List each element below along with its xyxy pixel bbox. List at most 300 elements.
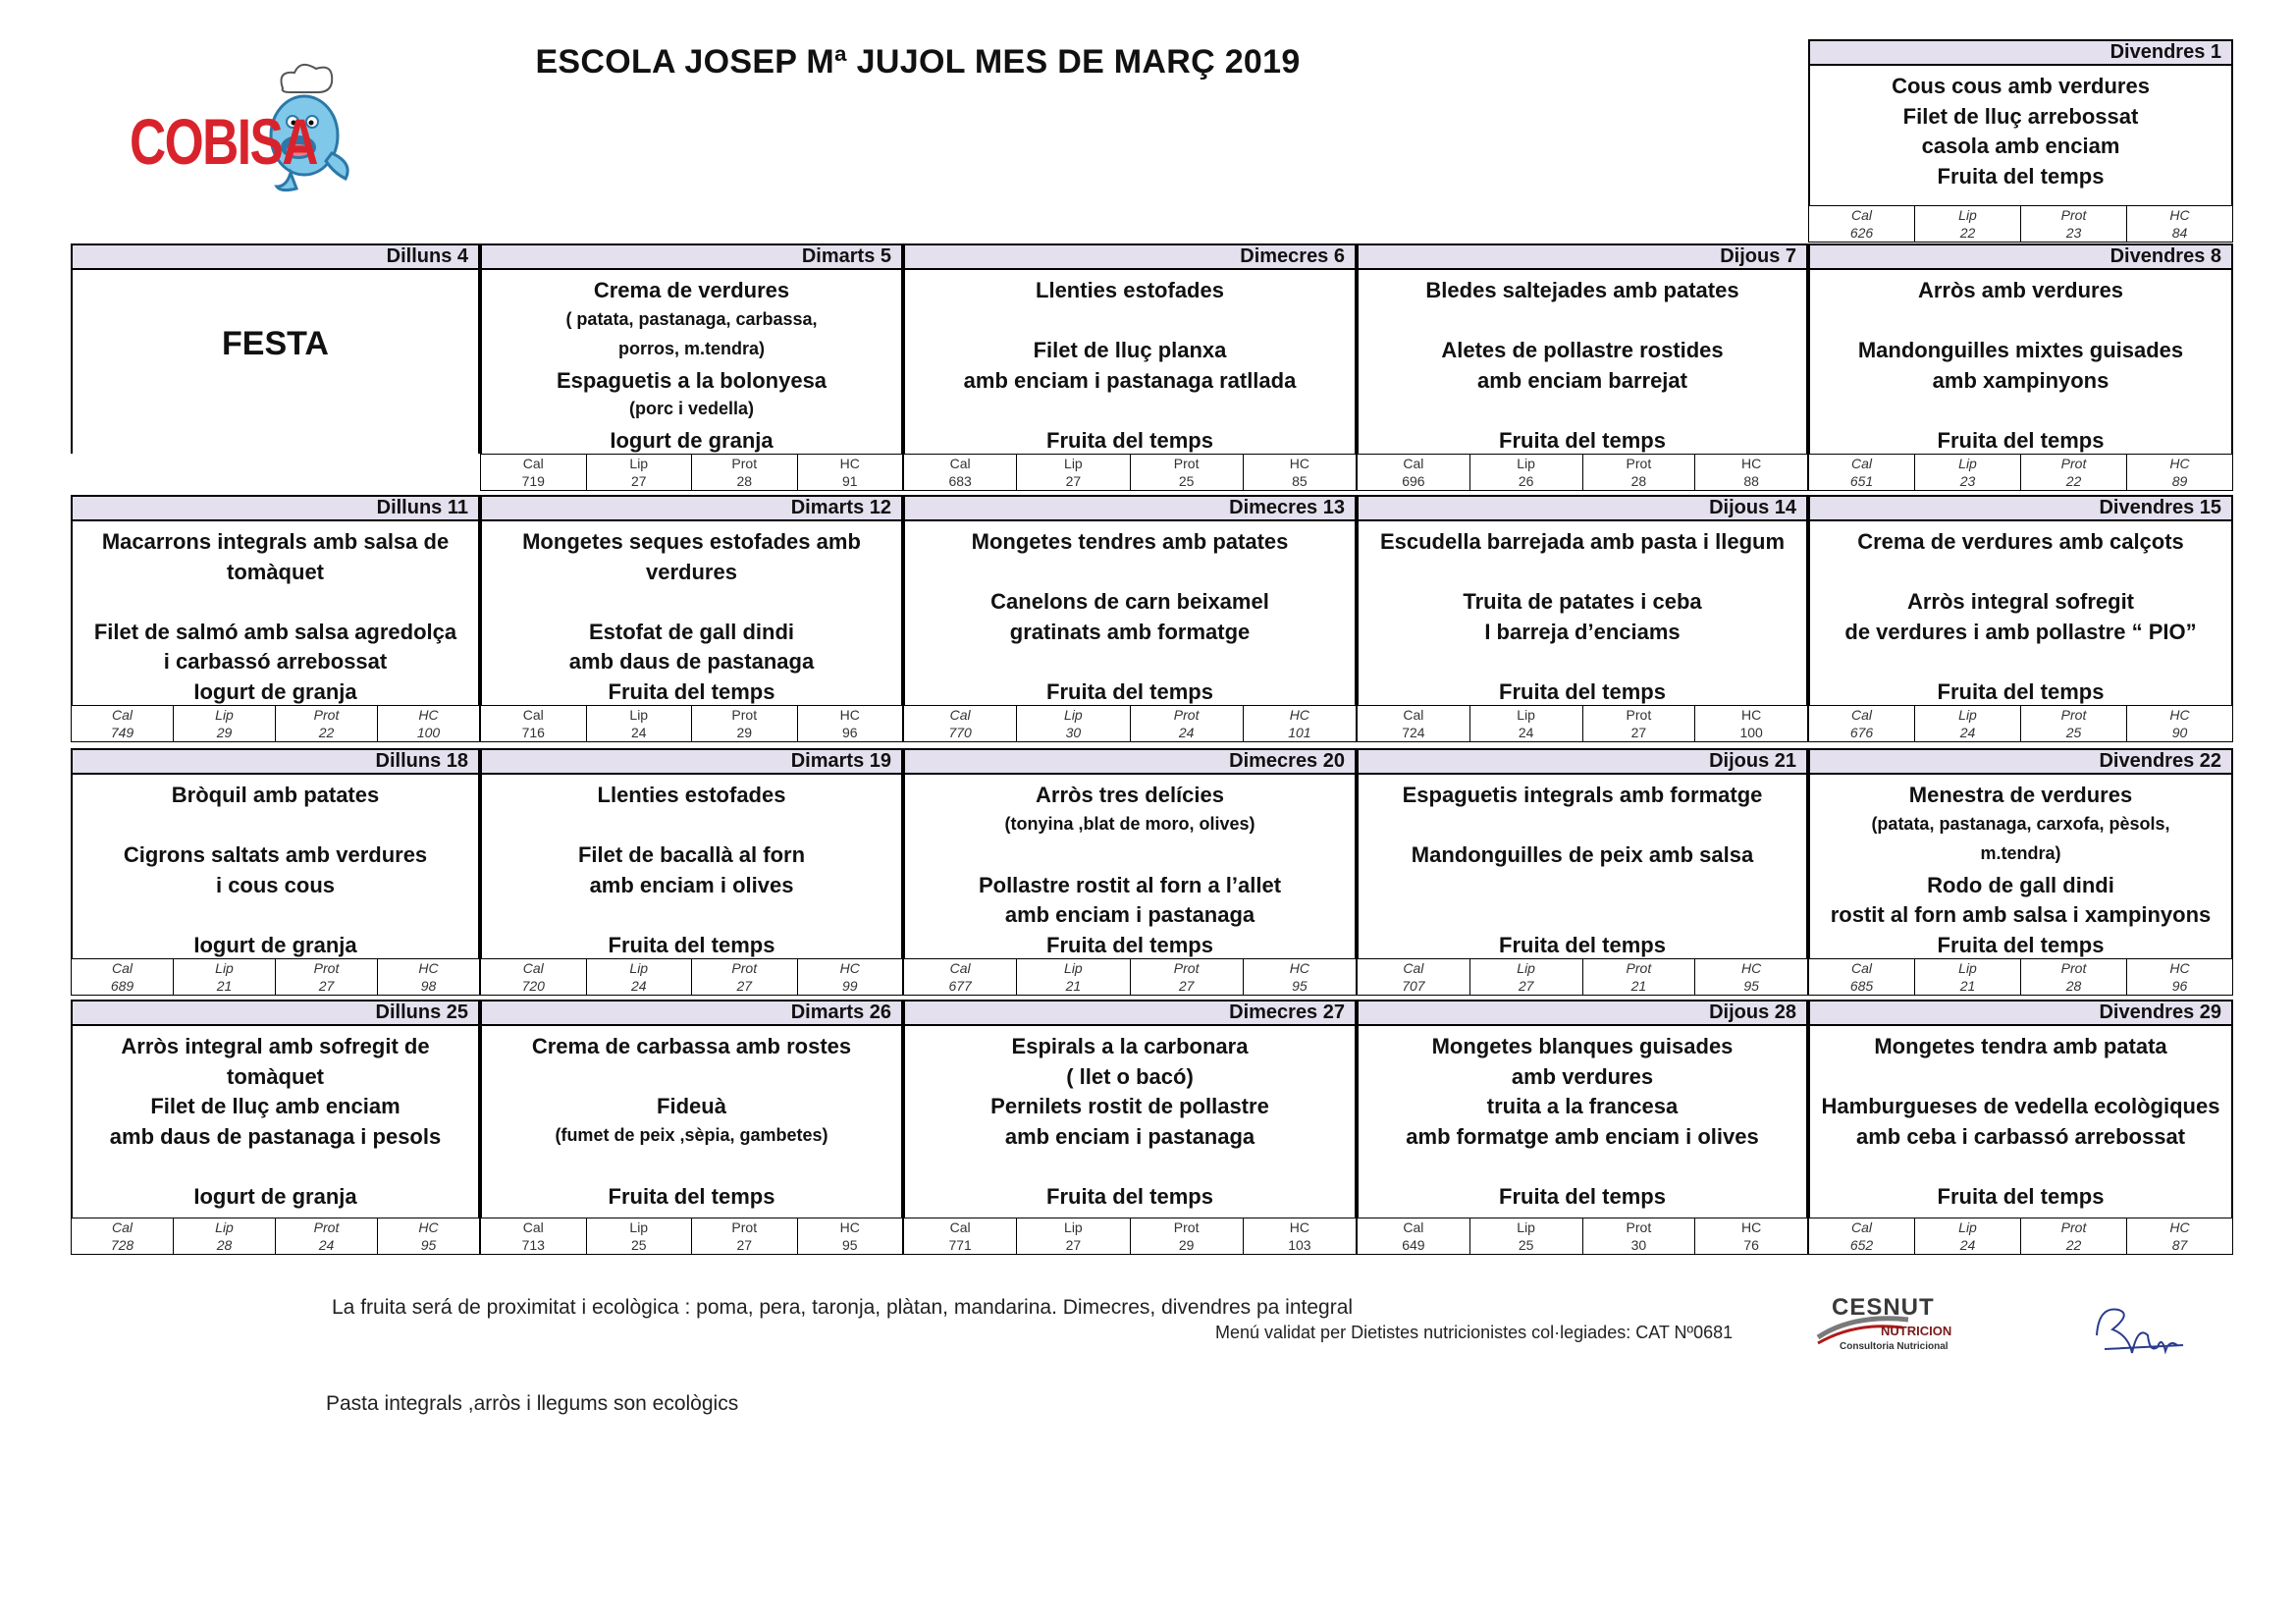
day-menu bbox=[903, 1026, 1357, 1218]
nutrition-table bbox=[71, 705, 480, 742]
nutrition-value: 649 bbox=[1402, 1237, 1425, 1253]
nutrition-value: 91 bbox=[841, 473, 858, 489]
nutrition-prot bbox=[692, 959, 798, 995]
nutrition-value: 98 bbox=[420, 978, 437, 994]
nutrition-label: Prot bbox=[1173, 960, 1200, 976]
day-header: Dimarts 26 bbox=[480, 1000, 903, 1026]
day-header: Dilluns 4 bbox=[71, 244, 480, 270]
nutrition-value: 85 bbox=[1292, 473, 1308, 489]
nutrition-value: 28 bbox=[736, 473, 753, 489]
day-card-dm5 bbox=[480, 244, 903, 491]
day-header: Dijous 28 bbox=[1357, 1000, 1808, 1026]
nutrition-table bbox=[903, 454, 1357, 491]
menu-line bbox=[73, 587, 478, 618]
nutrition-label: Prot bbox=[2060, 960, 2087, 976]
menu-line: ( llet o bacó) bbox=[1066, 1063, 1194, 1089]
nutrition-cal bbox=[481, 959, 587, 995]
nutrition-label: Prot bbox=[731, 960, 758, 976]
nutrition-label: Cal bbox=[949, 456, 971, 471]
menu-line: Arròs tres delícies bbox=[1036, 783, 1224, 807]
nutrition-lip bbox=[174, 1218, 276, 1254]
nutrition-prot bbox=[276, 959, 378, 995]
nutrition-value: 22 bbox=[318, 725, 335, 740]
nutrition-label: HC bbox=[418, 1219, 439, 1235]
day-card-dl11 bbox=[71, 495, 480, 742]
menu-line bbox=[1359, 900, 1806, 931]
nutrition-label: HC bbox=[2169, 1219, 2190, 1235]
nutrition-value: 90 bbox=[2171, 725, 2188, 740]
day-menu bbox=[480, 1026, 903, 1218]
menu-line: amb daus de pastanaga bbox=[568, 649, 815, 674]
day-menu bbox=[71, 775, 480, 958]
nutrition-cal bbox=[1358, 455, 1470, 490]
menu-line: amb xampinyons bbox=[1932, 367, 2109, 393]
nutrition-cal bbox=[904, 455, 1017, 490]
nutrition-value: 27 bbox=[1518, 978, 1534, 994]
nutrition-prot bbox=[1583, 959, 1696, 995]
nutrition-cal bbox=[1358, 706, 1470, 741]
nutrition-label: Lip bbox=[1958, 707, 1977, 723]
menu-line bbox=[1359, 647, 1806, 677]
menu-line: Cous cous amb verdures bbox=[1892, 74, 2150, 98]
nutrition-value: 76 bbox=[1743, 1237, 1759, 1253]
validation-note: Menú validat per Dietistes nutricionistes col·legiades: CAT Nº0681 bbox=[1215, 1323, 1734, 1342]
menu-line: Cigrons saltats amb verdures bbox=[123, 842, 428, 867]
day-card-dx27 bbox=[903, 1000, 1357, 1255]
nutrition-label: Prot bbox=[731, 1219, 758, 1235]
nutrition-table bbox=[903, 705, 1357, 742]
signature-icon bbox=[2089, 1296, 2187, 1365]
menu-line: tomàquet bbox=[227, 559, 324, 584]
nutrition-label: Prot bbox=[2060, 1219, 2087, 1235]
nutrition-value: 101 bbox=[1288, 725, 1311, 740]
nutrition-label: Lip bbox=[215, 707, 234, 723]
nutrition-value: 24 bbox=[630, 978, 647, 994]
nutrition-label: HC bbox=[1289, 707, 1309, 723]
nutrition-lip bbox=[587, 959, 693, 995]
menu-line: Filet de lluç arrebossat bbox=[1902, 103, 2139, 129]
nutrition-cal bbox=[1809, 959, 1915, 995]
nutrition-prot bbox=[1131, 455, 1244, 490]
menu-line: Mongetes blanques guisades bbox=[1431, 1034, 1734, 1058]
nutrition-hc bbox=[798, 455, 903, 490]
menu-line bbox=[905, 558, 1355, 588]
day-card-dj7 bbox=[1357, 244, 1808, 491]
nutrition-value: 95 bbox=[1292, 978, 1308, 994]
menu-line: Fruita del temps bbox=[608, 1183, 775, 1209]
day-card-dx20 bbox=[903, 748, 1357, 996]
day-header: Dimarts 19 bbox=[480, 748, 903, 775]
nutrition-label: Lip bbox=[1517, 1219, 1535, 1235]
nutrition-label: Lip bbox=[215, 960, 234, 976]
menu-line: m.tendra) bbox=[1980, 843, 2061, 863]
nutrition-hc bbox=[2127, 206, 2232, 242]
menu-line: Llenties estofades bbox=[597, 783, 786, 807]
nutrition-hc bbox=[378, 1218, 479, 1254]
nutrition-label: Cal bbox=[1850, 456, 1872, 471]
nutrition-table bbox=[903, 958, 1357, 996]
cobisa-logo bbox=[126, 57, 361, 194]
menu-line: amb formatge amb enciam i olives bbox=[1406, 1123, 1759, 1149]
day-menu bbox=[480, 521, 903, 705]
nutrition-label: Prot bbox=[1626, 456, 1652, 471]
nutrition-value: 707 bbox=[1402, 978, 1425, 994]
nutrition-value: 23 bbox=[1959, 473, 1976, 489]
nutrition-hc bbox=[2127, 706, 2232, 741]
day-card-dm12 bbox=[480, 495, 903, 742]
nutrition-value: 724 bbox=[1402, 725, 1425, 740]
nutrition-label: Cal bbox=[1850, 960, 1872, 976]
nutrition-label: HC bbox=[2169, 707, 2190, 723]
nutrition-value: 29 bbox=[216, 725, 233, 740]
menu-line: Aletes de pollastre rostides bbox=[1441, 338, 1724, 362]
menu-line: Fruita del temps bbox=[608, 932, 775, 957]
nutrition-value: 22 bbox=[2065, 473, 2082, 489]
nutrition-lip bbox=[174, 706, 276, 741]
nutrition-label: Cal bbox=[522, 707, 544, 723]
nutrition-value: 99 bbox=[841, 978, 858, 994]
nutrition-hc bbox=[1244, 455, 1356, 490]
day-header: Dilluns 11 bbox=[71, 495, 480, 521]
menu-line: Fruita del temps bbox=[1499, 932, 1666, 957]
nutrition-cal bbox=[72, 706, 174, 741]
menu-line: Rodo de gall dindi bbox=[1927, 872, 2114, 897]
day-menu bbox=[71, 270, 480, 454]
nutrition-table bbox=[1808, 205, 2233, 243]
nutrition-label: Prot bbox=[1173, 1219, 1200, 1235]
menu-line: Fruita del temps bbox=[1499, 678, 1666, 704]
nutrition-lip bbox=[1915, 206, 2021, 242]
nutrition-lip bbox=[587, 706, 693, 741]
menu-line bbox=[905, 1152, 1355, 1182]
nutrition-label: HC bbox=[1741, 707, 1762, 723]
nutrition-label: Lip bbox=[1517, 960, 1535, 976]
nutrition-label: HC bbox=[1289, 960, 1309, 976]
menu-line: Iogurt de granja bbox=[193, 932, 357, 957]
menu-line bbox=[482, 1152, 901, 1182]
menu-line: Crema de carbassa amb rostes bbox=[531, 1034, 852, 1058]
menu-line: rostit al forn amb salsa i xampinyons bbox=[1830, 902, 2212, 927]
nutrition-value: 677 bbox=[948, 978, 972, 994]
nutrition-value: 24 bbox=[630, 725, 647, 740]
nutrition-cal bbox=[72, 959, 174, 995]
nutrition-prot bbox=[2021, 706, 2127, 741]
menu-line: Escudella barrejada amb pasta i llegum bbox=[1379, 529, 1786, 554]
nutrition-label: Lip bbox=[629, 960, 649, 976]
menu-line bbox=[905, 647, 1355, 677]
nutrition-value: 30 bbox=[1065, 725, 1082, 740]
day-card-div1 bbox=[1808, 39, 2233, 244]
nutrition-lip bbox=[587, 1218, 693, 1254]
nutrition-hc bbox=[1244, 959, 1356, 995]
nutrition-value: 28 bbox=[216, 1237, 233, 1253]
menu-line bbox=[482, 900, 901, 931]
menu-line bbox=[1810, 1062, 2231, 1093]
day-header: Dimecres 27 bbox=[903, 1000, 1357, 1026]
menu-line: amb enciam i pastanaga bbox=[1004, 1123, 1255, 1149]
menu-line bbox=[1359, 1152, 1806, 1182]
nutrition-table bbox=[1357, 958, 1808, 996]
nutrition-value: 21 bbox=[1065, 978, 1082, 994]
menu-line bbox=[73, 900, 478, 931]
nutrition-value: 84 bbox=[2171, 225, 2188, 241]
nutrition-value: 26 bbox=[1518, 473, 1534, 489]
nutrition-lip bbox=[1915, 455, 2021, 490]
nutrition-value: 685 bbox=[1849, 978, 1874, 994]
nutrition-label: Cal bbox=[1850, 1219, 1872, 1235]
nutrition-table bbox=[1808, 958, 2233, 996]
nutrition-hc bbox=[378, 706, 479, 741]
day-menu bbox=[1808, 66, 2233, 205]
menu-line: amb ceba i carbassó arrebossat bbox=[1855, 1123, 2186, 1149]
menu-line bbox=[1810, 647, 2231, 677]
nutrition-cal bbox=[481, 1218, 587, 1254]
nutrition-label: Prot bbox=[313, 960, 340, 976]
nutrition-label: Lip bbox=[1517, 456, 1535, 471]
menu-line: (porc i vedella) bbox=[628, 399, 755, 418]
nutrition-label: Prot bbox=[731, 456, 758, 471]
nutrition-value: 100 bbox=[416, 725, 441, 740]
nutrition-value: 749 bbox=[110, 725, 134, 740]
nutrition-prot bbox=[692, 1218, 798, 1254]
day-menu bbox=[1808, 1026, 2233, 1218]
menu-line: ( patata, pastanaga, carbassa, bbox=[565, 308, 818, 329]
menu-line: Menestra de verdures bbox=[1908, 783, 2133, 807]
day-header: Dimarts 5 bbox=[480, 244, 903, 270]
nutrition-lip bbox=[1017, 706, 1130, 741]
day-header: Dilluns 18 bbox=[71, 748, 480, 775]
nutrition-lip bbox=[1017, 959, 1130, 995]
nutrition-value: 87 bbox=[2171, 1237, 2188, 1253]
nutrition-lip bbox=[1470, 959, 1583, 995]
menu-line: Espirals a la carbonara bbox=[1011, 1034, 1249, 1058]
menu-line: Filet de bacallà al forn bbox=[577, 842, 806, 867]
nutrition-label: HC bbox=[1741, 456, 1762, 471]
nutrition-table bbox=[1357, 705, 1808, 742]
menu-line: gratinats amb formatge bbox=[1009, 619, 1251, 644]
day-card-dx6 bbox=[903, 244, 1357, 491]
nutrition-value: 21 bbox=[1959, 978, 1976, 994]
menu-line: i cous cous bbox=[215, 872, 336, 897]
nutrition-hc bbox=[1695, 1218, 1807, 1254]
nutrition-value: 696 bbox=[1402, 473, 1425, 489]
nutrition-cal bbox=[904, 706, 1017, 741]
nutrition-prot bbox=[1131, 1218, 1244, 1254]
day-header: Dijous 14 bbox=[1357, 495, 1808, 521]
nutrition-value: 27 bbox=[1178, 978, 1195, 994]
nutrition-cal bbox=[72, 1218, 174, 1254]
menu-line: Fruita del temps bbox=[1937, 678, 2105, 704]
nutrition-label: HC bbox=[839, 1219, 860, 1235]
nutrition-hc bbox=[378, 959, 479, 995]
menu-line: amb enciam i olives bbox=[589, 872, 794, 897]
menu-line: Filet de salmó amb salsa agredolça bbox=[93, 619, 457, 644]
nutrition-value: 103 bbox=[1288, 1237, 1311, 1253]
nutrition-prot bbox=[276, 706, 378, 741]
nutrition-lip bbox=[1017, 455, 1130, 490]
nutrition-label: Lip bbox=[1064, 1219, 1083, 1235]
nutrition-label: Cal bbox=[1403, 456, 1424, 471]
nutrition-hc bbox=[1695, 455, 1807, 490]
menu-line: Espaguetis a la bolonyesa bbox=[556, 367, 828, 393]
eco-note: Pasta integrals ,arròs i llegums son ecològics bbox=[326, 1392, 739, 1415]
nutrition-label: HC bbox=[839, 960, 860, 976]
nutrition-value: 28 bbox=[1630, 473, 1647, 489]
menu-line: amb enciam i pastanaga ratllada bbox=[963, 367, 1297, 393]
menu-line: Mandonguilles de peix amb salsa bbox=[1411, 842, 1754, 867]
menu-line: de verdures i amb pollastre “ PIO” bbox=[1844, 619, 2197, 644]
menu-line: Arròs amb verdures bbox=[1917, 278, 2124, 302]
nutrition-table bbox=[1808, 1218, 2233, 1255]
nutrition-value: 24 bbox=[1959, 725, 1976, 740]
nutrition-value: 770 bbox=[948, 725, 972, 740]
menu-line: Macarrons integrals amb salsa de bbox=[101, 529, 450, 554]
day-header: Dijous 7 bbox=[1357, 244, 1808, 270]
day-header: Dimecres 6 bbox=[903, 244, 1357, 270]
nutrition-value: 651 bbox=[1849, 473, 1874, 489]
nutrition-table bbox=[1357, 1218, 1808, 1255]
nutrition-value: 652 bbox=[1849, 1237, 1874, 1253]
day-menu bbox=[480, 270, 903, 454]
nutrition-value: 719 bbox=[521, 473, 545, 489]
nutrition-value: 21 bbox=[1630, 978, 1647, 994]
day-menu bbox=[903, 775, 1357, 958]
menu-line: Crema de verdures bbox=[593, 278, 790, 302]
menu-line: Truita de patates i ceba bbox=[1463, 589, 1702, 614]
menu-line: porros, m.tendra) bbox=[617, 339, 766, 358]
menu-line: amb enciam barrejat bbox=[1477, 367, 1687, 393]
nutrition-value: 27 bbox=[1065, 1237, 1082, 1253]
nutrition-label: Lip bbox=[1064, 456, 1083, 471]
menu-line: Fruita del temps bbox=[1937, 1183, 2105, 1209]
nutrition-value: 27 bbox=[1630, 725, 1647, 740]
menu-line: Fruita del temps bbox=[1937, 932, 2105, 957]
day-menu bbox=[1357, 775, 1808, 958]
nutrition-label: Cal bbox=[949, 1219, 971, 1235]
nutrition-label: Prot bbox=[313, 1219, 340, 1235]
menu-line: Espaguetis integrals amb formatge bbox=[1402, 783, 1763, 807]
nutrition-lip bbox=[1915, 959, 2021, 995]
day-header: Divendres 29 bbox=[1808, 1000, 2233, 1026]
day-menu bbox=[1357, 1026, 1808, 1218]
menu-line bbox=[1810, 1152, 2231, 1182]
menu-line: Fideuà bbox=[657, 1094, 726, 1118]
nutrition-value: 28 bbox=[2065, 978, 2082, 994]
menu-line bbox=[905, 840, 1355, 871]
nutrition-label: Cal bbox=[522, 1219, 544, 1235]
day-menu bbox=[480, 775, 903, 958]
nutrition-label: Prot bbox=[313, 707, 340, 723]
nutrition-value: 728 bbox=[110, 1237, 134, 1253]
nutrition-prot bbox=[2021, 455, 2127, 490]
nutrition-label: Prot bbox=[2060, 707, 2087, 723]
nutrition-cal bbox=[1809, 206, 1915, 242]
menu-line bbox=[1810, 396, 2231, 426]
nutrition-prot bbox=[276, 1218, 378, 1254]
nutrition-label: Cal bbox=[1403, 1219, 1424, 1235]
nutrition-label: Cal bbox=[949, 960, 971, 976]
menu-line bbox=[1359, 871, 1806, 901]
nutrition-label: HC bbox=[1741, 1219, 1762, 1235]
nutrition-label: HC bbox=[418, 960, 439, 976]
nutrition-cal bbox=[1358, 1218, 1470, 1254]
day-card-dl4 bbox=[71, 244, 480, 491]
nutrition-value: 25 bbox=[1518, 1237, 1534, 1253]
nutrition-hc bbox=[2127, 455, 2232, 490]
nutrition-value: 95 bbox=[420, 1237, 437, 1253]
menu-line: Iogurt de granja bbox=[610, 427, 774, 453]
nutrition-lip bbox=[1915, 1218, 2021, 1254]
nutrition-hc bbox=[798, 706, 903, 741]
day-header: Dijous 21 bbox=[1357, 748, 1808, 775]
day-header: Divendres 1 bbox=[1808, 39, 2233, 66]
menu-line: I barreja d’enciams bbox=[1484, 619, 1681, 644]
nutrition-table bbox=[71, 1218, 480, 1255]
nutrition-prot bbox=[1131, 959, 1244, 995]
nutrition-label: Lip bbox=[1958, 207, 1977, 223]
day-header: Dimecres 20 bbox=[903, 748, 1357, 775]
nutrition-label: Lip bbox=[629, 707, 649, 723]
cesnut-caption: Consultoria Nutricional bbox=[1840, 1341, 1949, 1352]
nutrition-value: 27 bbox=[630, 473, 647, 489]
menu-line bbox=[73, 811, 478, 841]
page-title: ESCOLA JOSEP Mª JUJOL MES DE MARÇ 2019 bbox=[535, 43, 1301, 81]
day-card-dm19 bbox=[480, 748, 903, 996]
day-header: Divendres 8 bbox=[1808, 244, 2233, 270]
menu-line: (tonyina ,blat de moro, olives) bbox=[1004, 813, 1255, 834]
menu-line: (patata, pastanaga, carxofa, pèsols, bbox=[1871, 813, 2170, 834]
menu-line: Mongetes tendres amb patates bbox=[971, 529, 1289, 554]
nutrition-value: 27 bbox=[1065, 473, 1082, 489]
menu-line bbox=[73, 1152, 478, 1182]
nutrition-label: HC bbox=[839, 707, 860, 723]
nutrition-value: 24 bbox=[318, 1237, 335, 1253]
day-header: Dilluns 25 bbox=[71, 1000, 480, 1026]
menu-line: Fruita del temps bbox=[1046, 932, 1213, 957]
nutrition-value: 771 bbox=[948, 1237, 972, 1253]
day-card-dl18 bbox=[71, 748, 480, 996]
nutrition-lip bbox=[1470, 706, 1583, 741]
nutrition-prot bbox=[692, 455, 798, 490]
menu-line: Iogurt de granja bbox=[193, 678, 357, 704]
nutrition-value: 716 bbox=[521, 725, 545, 740]
day-header: Dimecres 13 bbox=[903, 495, 1357, 521]
nutrition-cal bbox=[481, 706, 587, 741]
nutrition-cal bbox=[904, 959, 1017, 995]
nutrition-prot bbox=[2021, 959, 2127, 995]
menu-line: Mongetes tendra amb patata bbox=[1874, 1034, 2167, 1058]
menu-line: amb daus de pastanaga i pesols bbox=[109, 1123, 442, 1149]
menu-line: Hamburgueses de vedella ecològiques bbox=[1821, 1094, 2220, 1118]
menu-line: Bròquil amb patates bbox=[171, 783, 380, 807]
nutrition-prot bbox=[2021, 1218, 2127, 1254]
nutrition-lip bbox=[174, 959, 276, 995]
nutrition-label: Prot bbox=[1173, 456, 1200, 471]
nutrition-label: Lip bbox=[1064, 960, 1083, 976]
menu-line: Mongetes seques estofades amb bbox=[522, 529, 861, 554]
nutrition-hc bbox=[1244, 706, 1356, 741]
nutrition-label: Cal bbox=[1850, 707, 1872, 723]
nutrition-label: Cal bbox=[111, 1219, 133, 1235]
nutrition-prot bbox=[1583, 455, 1696, 490]
nutrition-hc bbox=[2127, 959, 2232, 995]
nutrition-value: 24 bbox=[1178, 725, 1195, 740]
nutrition-lip bbox=[587, 455, 693, 490]
menu-line bbox=[1359, 811, 1806, 841]
nutrition-value: 30 bbox=[1630, 1237, 1647, 1253]
menu-line bbox=[1810, 306, 2231, 337]
day-card-dm26 bbox=[480, 1000, 903, 1255]
